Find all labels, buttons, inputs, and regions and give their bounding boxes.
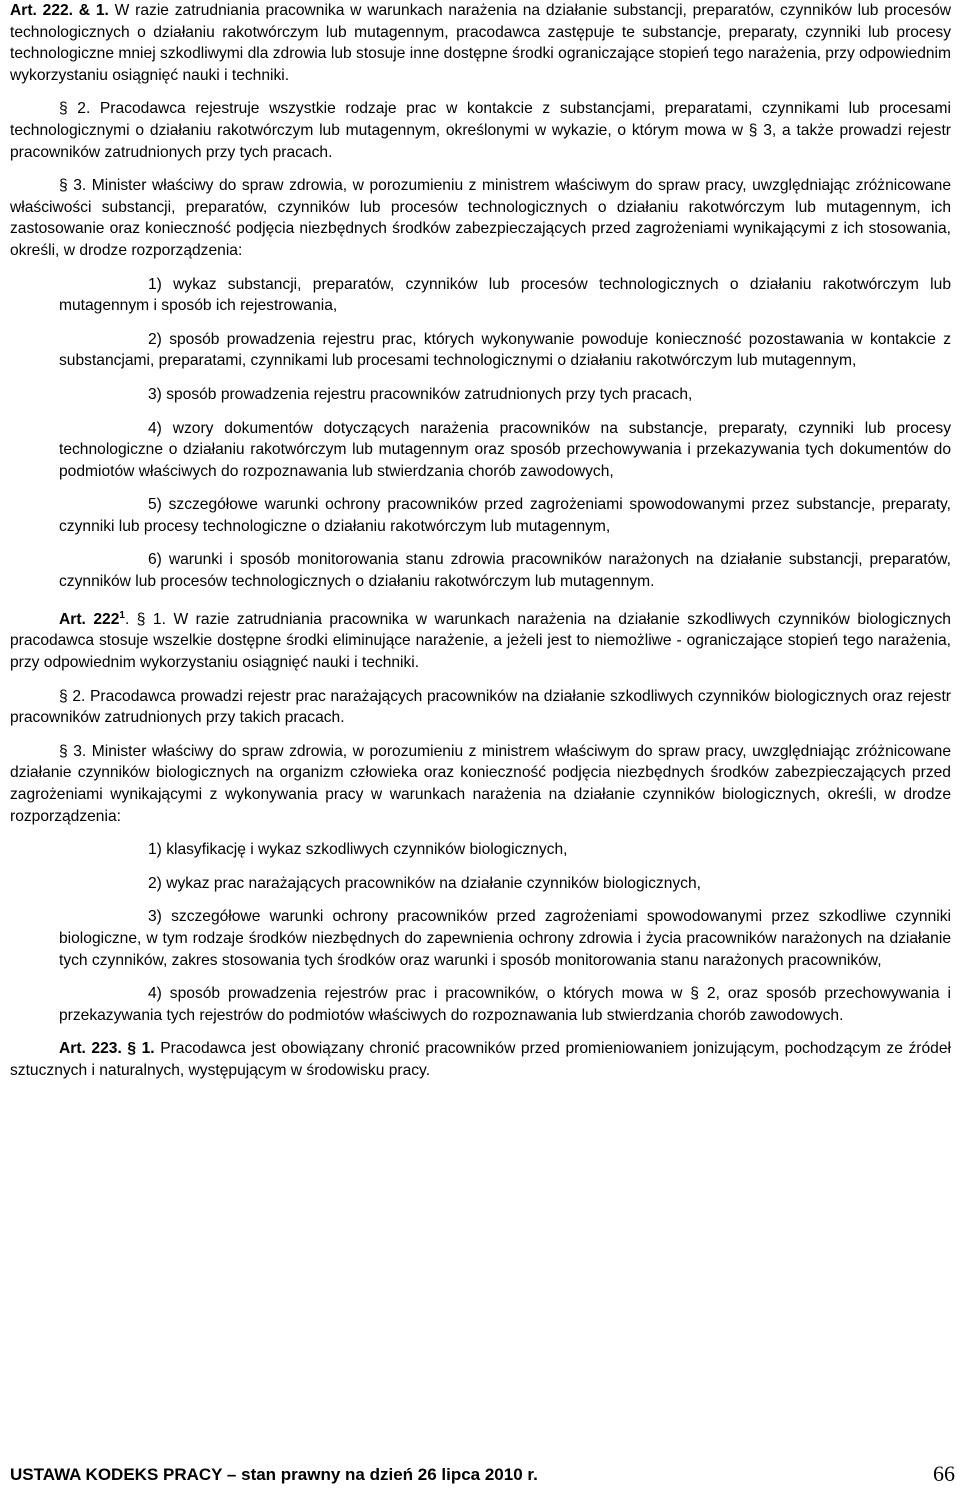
art-222-1-para-1 xyxy=(10,605,951,674)
list-item: 2) wykaz prac narażających pracowników na działanie czynników biologicznych, xyxy=(148,874,701,892)
list-item: 4) wzory dokumentów dotyczących narażenia pracowników na substancje, preparaty, czynniki lub procesy technologiczne o działaniu rakotwórczym lub mutagennym oraz sposób przechowywania i przekazywania tych dokumentów do podmiotów właściwych do rozpoznawania lub stwierdzania chorób zawodowych, xyxy=(59,419,951,480)
art-222-p1-text: W razie zatrudniania pracownika w warunkach narażenia na działanie substancji, preparatów, czynników lub procesów technologicznych o działaniu rakotwórczym lub mutagennym, pracodawca zastępuje te substancje, preparaty, czynniki lub procesy technologiczne mniej szkodliwymi dla zdrowia lub stosuje inne dostępne środki ograniczające stopień tego narażenia, przy odpowiednim wykorzystaniu osiągnięć nauki i techniki. xyxy=(10,2,952,84)
art-222-1-para-3 xyxy=(10,741,951,827)
page-number: 66 xyxy=(933,1461,955,1486)
art-222-p2-mark: § 2. xyxy=(59,100,91,118)
art-222-1-superscript: 1 xyxy=(119,609,125,621)
page-footer xyxy=(10,1461,955,1489)
art-222-1-p3-text: Minister właściwy do spraw zdrowia, w porozumieniu z ministrem właściwym do spraw pracy, uwzględniając zróżnicowane działanie czynników biologicznych na organizm człowieka oraz konieczność podjęcia niezbędnych środków zabezpieczających przed zagrożeniami wynikającymi z wykonywania pracy w warunkach narażenia na działanie czynników biologicznych, określi, w drodze rozporządzenia: xyxy=(10,742,951,825)
footer-title: USTAWA KODEKS PRACY – stan prawny na dzień 26 lipca 2010 r. xyxy=(10,1465,538,1484)
art-222-1-items xyxy=(10,839,951,1026)
art-223-p1-text: Pracodawca jest obowiązany chronić pracowników przed promieniowaniem jonizującym, pochodzącym ze źródeł sztucznych i naturalnych, występującym w środowisku pracy. xyxy=(10,1040,951,1079)
document-page xyxy=(10,0,951,1094)
art-222-p3-mark: § 3. xyxy=(59,177,87,195)
art-222-para-1 xyxy=(10,0,951,86)
art-223-heading: Art. 223. § 1. xyxy=(59,1040,155,1058)
art-222-1-heading-rest: . § 1. xyxy=(124,610,166,628)
list-item: 2) sposób prowadzenia rejestru prac, których wykonywanie powoduje konieczność pozostawania w kontakcie z substancjami, preparatami, czynnikami lub procesami technologicznymi o działaniu rakotwórczym lub mutagennym, xyxy=(59,330,951,370)
list-item: 5) szczegółowe warunki ochrony pracowników przed zagrożeniami spowodowanymi przez substancje, preparaty, czynniki lub procesy technologiczne o działaniu rakotwórczym lub mutagennym, xyxy=(59,496,951,535)
art-222-1-heading-text: Art. 222 xyxy=(59,610,120,628)
list-item: 1) wykaz substancji, preparatów, czynników lub procesów technologicznych o działaniu rakotwórczym lub mutagennym i sposób ich rejestrowania, xyxy=(59,275,951,315)
art-222-p3-text: Minister właściwy do spraw zdrowia, w porozumieniu z ministrem właściwym do spraw pracy, uwzględniając zróżnicowane właściwości substancji, preparatów, czynników lub procesów technologicznych o działaniu rakotwórczym lub mutagennym, ich zastosowanie oraz konieczność podjęcia niezbędnych środków zabezpieczających przed zagrożeniami wynikającymi z ich stosowania, określi, w drodze rozporządzenia: xyxy=(10,177,951,259)
art-222-1-p3-mark: § 3. xyxy=(59,742,87,760)
art-222-items xyxy=(10,274,951,593)
art-222-1-p2-text: Pracodawca prowadzi rejestr prac narażających pracowników na działanie szkodliwych czynników biologicznych oraz rejestr pracowników zatrudnionych przy takich pracach. xyxy=(10,687,951,727)
art-223-para-1 xyxy=(10,1038,951,1081)
art-222-p2-text: Pracodawca rejestruje wszystkie rodzaje prac w kontakcie z substancjami, preparatami, czynnikami lub procesami technologicznymi o działaniu rakotwórczym lub mutagennym, określonymi w wykazie, o którym mowa w § 3, a także prowadzi rejestr pracowników zatrudnionych przy tych pracach. xyxy=(10,100,951,161)
list-item: 6) warunki i sposób monitorowania stanu zdrowia pracowników narażonych na działanie substancji, preparatów, czynników lub procesów technologicznych o działaniu rakotwórczym lub mutagennym. xyxy=(59,551,951,591)
list-item: 4) sposób prowadzenia rejestrów prac i pracowników, o których mowa w § 2, oraz sposób przechowywania i przekazywania tych rejestrów do podmiotów właściwych do rozpoznawania lub stwierdzania chorób zawodowych. xyxy=(59,985,951,1024)
art-222-heading: Art. 222. & 1. xyxy=(10,2,109,19)
art-222-para-3 xyxy=(10,175,951,261)
art-222-1-para-2 xyxy=(10,686,951,729)
art-222-1-p2-mark: § 2. xyxy=(59,687,86,705)
art-222-para-2 xyxy=(10,98,951,163)
list-item: 1) klasyfikację i wykaz szkodliwych czynników biologicznych, xyxy=(148,841,568,859)
list-item: 3) sposób prowadzenia rejestru pracowników zatrudnionych przy tych pracach, xyxy=(148,385,693,403)
list-item: 3) szczegółowe warunki ochrony pracowników przed zagrożeniami spowodowanymi przez szkodliwe czynniki biologiczne, w tym rodzaje środków niezbędnych do zapewnienia ochrony zdrowia i życia pracowników narażonych na działanie tych czynników, zakres stosowania tych środków oraz warunki i sposób monitorowania stanu narażonych pracowników, xyxy=(59,908,951,969)
art-222-1-p1-text: W razie zatrudniania pracownika w warunkach narażenia na działanie szkodliwych czynników biologicznych pracodawca stosuje wszelkie dostępne środki eliminujące narażenie, a jeżeli jest to niemożliwe - ograniczające stopień tego narażenia, przy odpowiednim wykorzystaniu osiągnięć nauki i techniki. xyxy=(10,610,951,672)
art-222-1-heading xyxy=(59,611,125,628)
